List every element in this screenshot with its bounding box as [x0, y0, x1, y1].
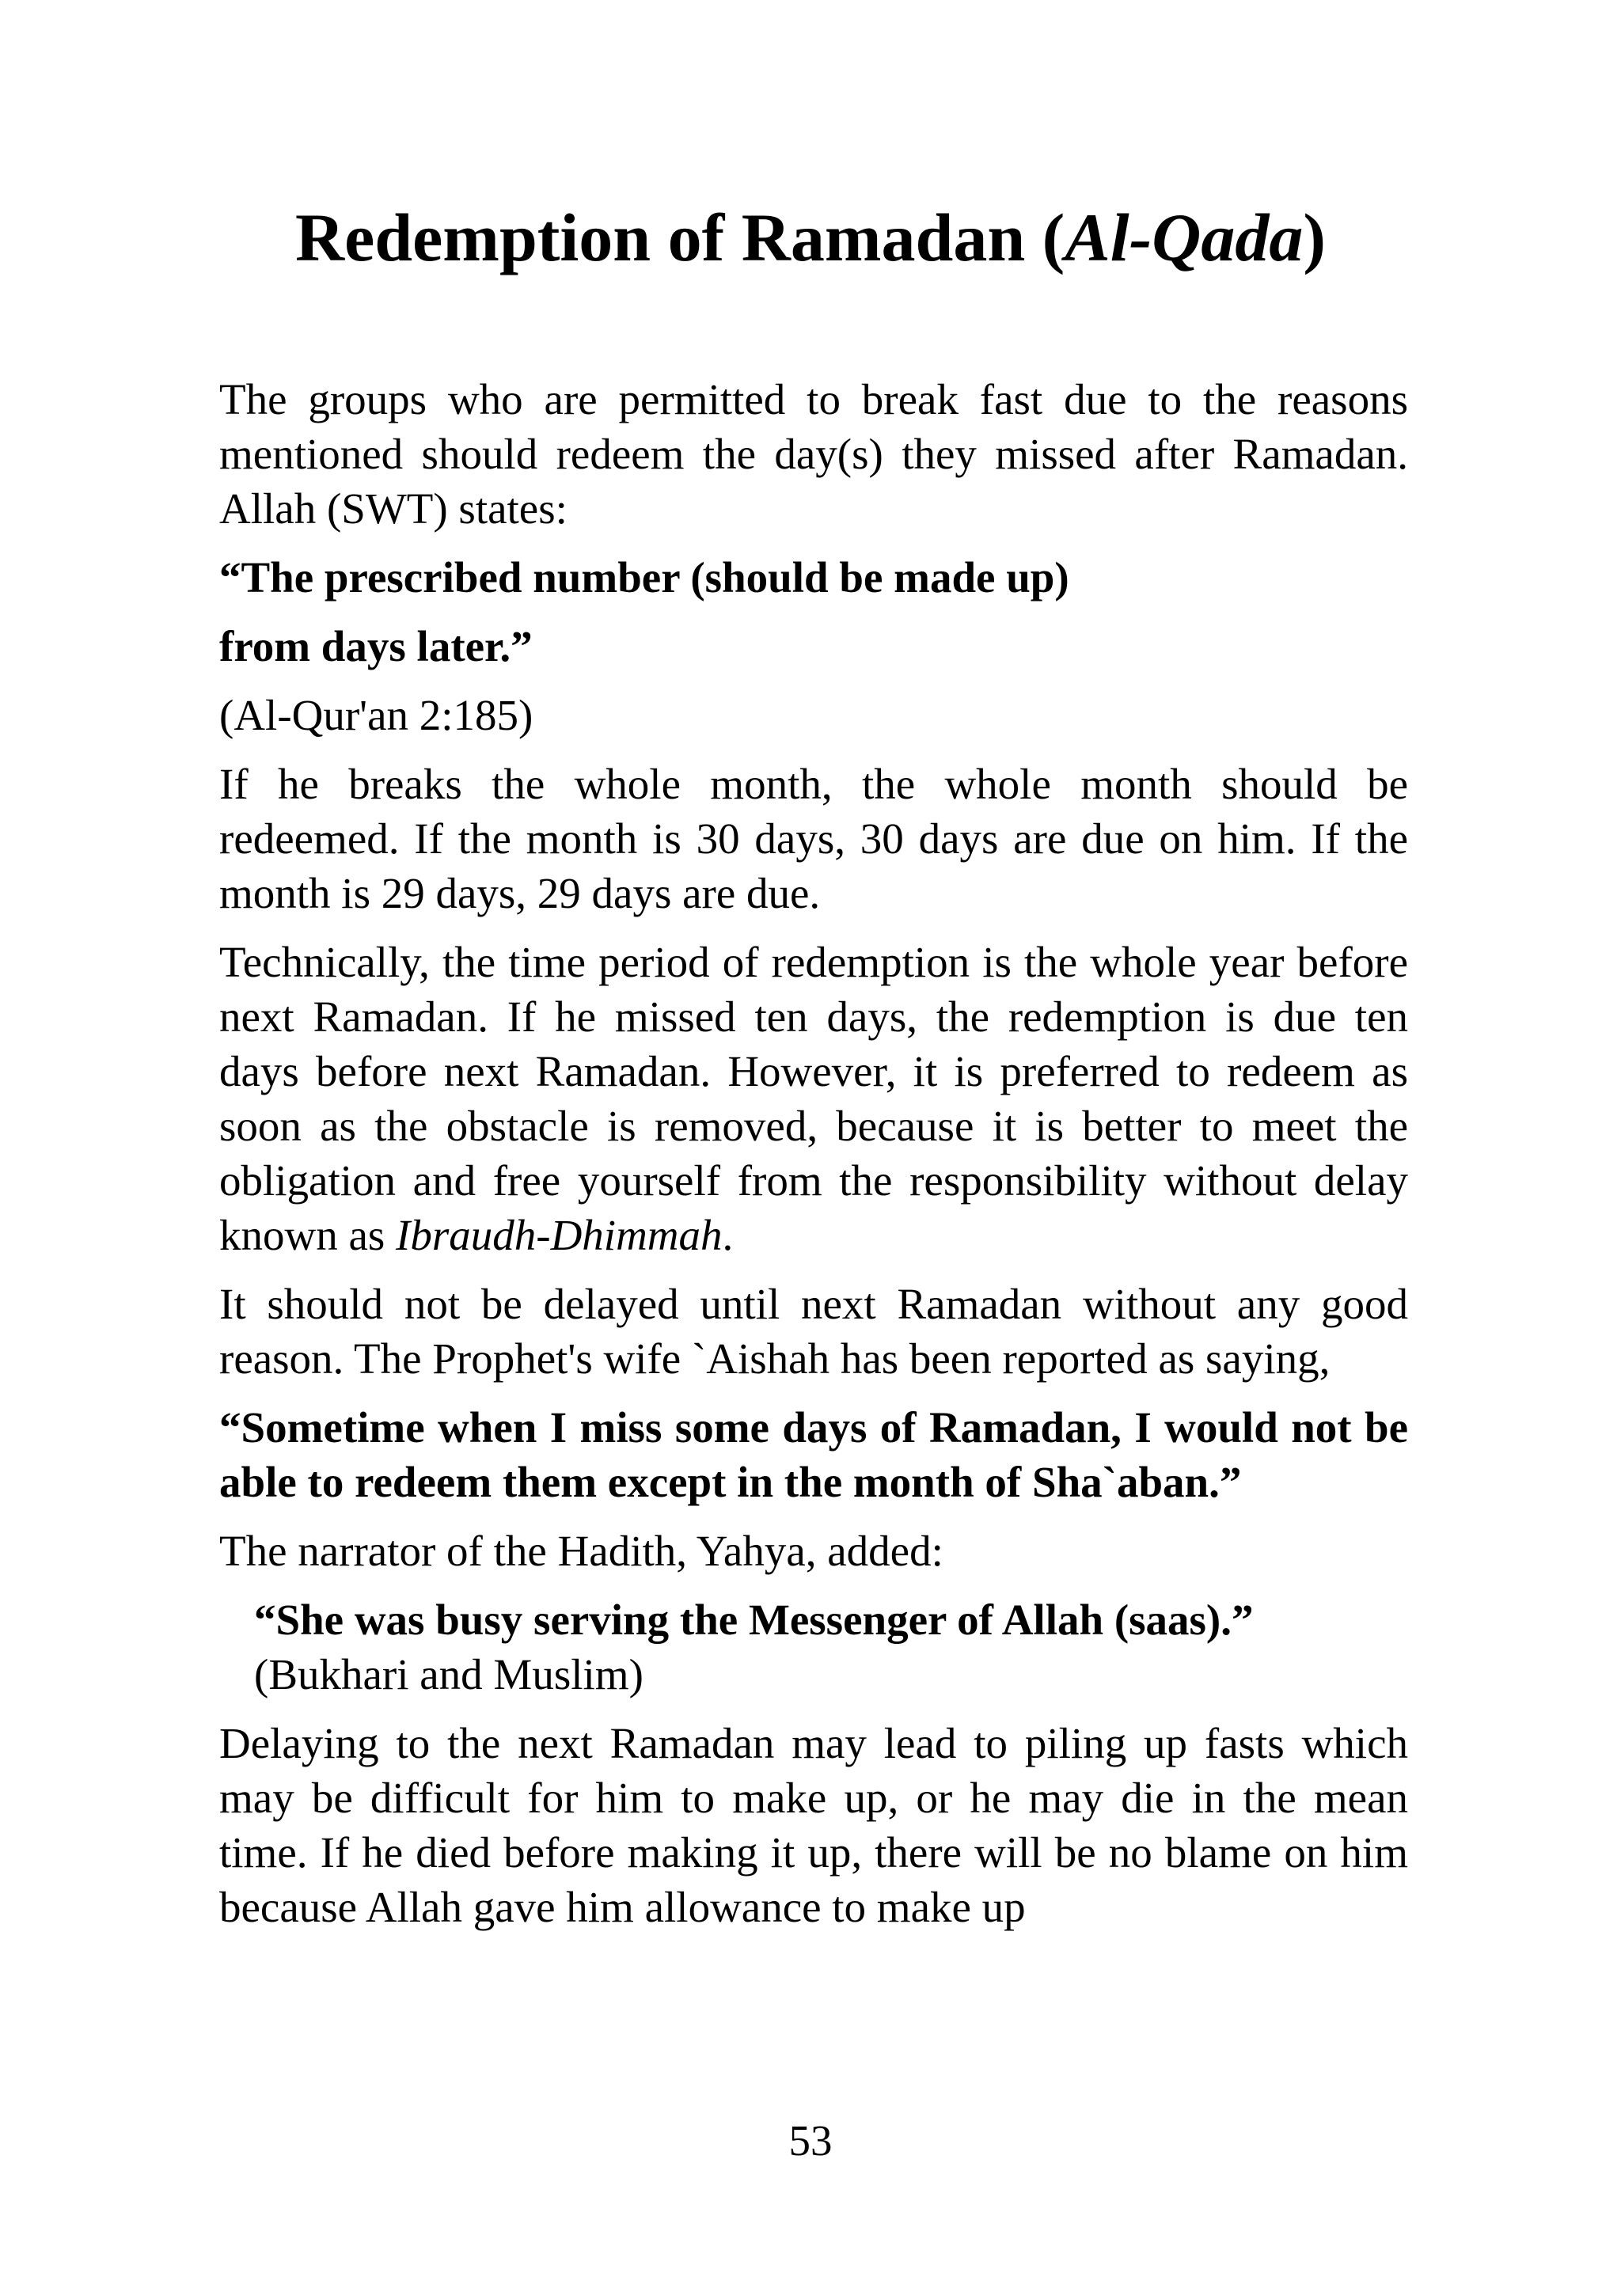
paragraph-3-end: .	[722, 1211, 734, 1259]
paragraph-6: Delaying to the next Ramadan may lead to piling up fasts which may be difficult for him to make up, or he may die in the mean time. If he died before making it up, there will be no blame on him because Allah gave him allowance to make up	[219, 1719, 1408, 1931]
paragraph-1: The groups who are permitted to break fast due to the reasons mentioned should redeem the day(s) they missed after Ramadan. Allah (SWT) states:	[219, 375, 1408, 533]
quran-quote-line-1: “The prescribed number (should be made up)	[219, 553, 1069, 602]
hadith-quote-aishah: “Sometime when I miss some days of Ramadan, I would not be able to redeem them except in the month of Sha`aban.”	[219, 1403, 1408, 1506]
title-italic: Al-Qada	[1065, 199, 1304, 275]
hadith-reference: (Bukhari and Muslim)	[254, 1650, 643, 1698]
paragraph-3	[219, 935, 1408, 1262]
paragraph-5: The narrator of the Hadith, Yahya, added:	[219, 1527, 943, 1575]
page-title	[0, 198, 1621, 277]
paragraph-2: If he breaks the whole month, the whole month should be redeemed. If the month is 30 days, 30 days are due on him. If the month is 29 days, 29 days are due.	[219, 760, 1408, 917]
paragraph-4: It should not be delayed until next Ramadan without any good reason. The Prophet's wife `Aishah has been reported as saying,	[219, 1280, 1408, 1383]
quran-reference: (Al-Qur'an 2:185)	[219, 691, 533, 739]
title-main: Redemption of Ramadan (	[295, 199, 1065, 275]
title-close: )	[1303, 199, 1326, 275]
hadith-quote-yahya	[254, 1592, 1408, 1702]
quran-quote-line-2: from days later.”	[219, 622, 533, 670]
hadith-quote-yahya-text: “She was busy serving the Messenger of Allah (saas).”	[254, 1596, 1254, 1644]
paragraph-3-text: Technically, the time period of redemption is the whole year before next Ramadan. If he missed ten days, the redemption is due ten days before next Ramadan. However, it is preferred to redeem as soon as the obstacle is removed, because it is better to meet the obligation and free yourself from the responsibility without delay known as	[219, 938, 1408, 1259]
paragraph-3-italic: Ibraudh-Dhimmah	[396, 1211, 723, 1259]
page-number: 53	[788, 2116, 833, 2165]
body-text	[219, 372, 1408, 1949]
